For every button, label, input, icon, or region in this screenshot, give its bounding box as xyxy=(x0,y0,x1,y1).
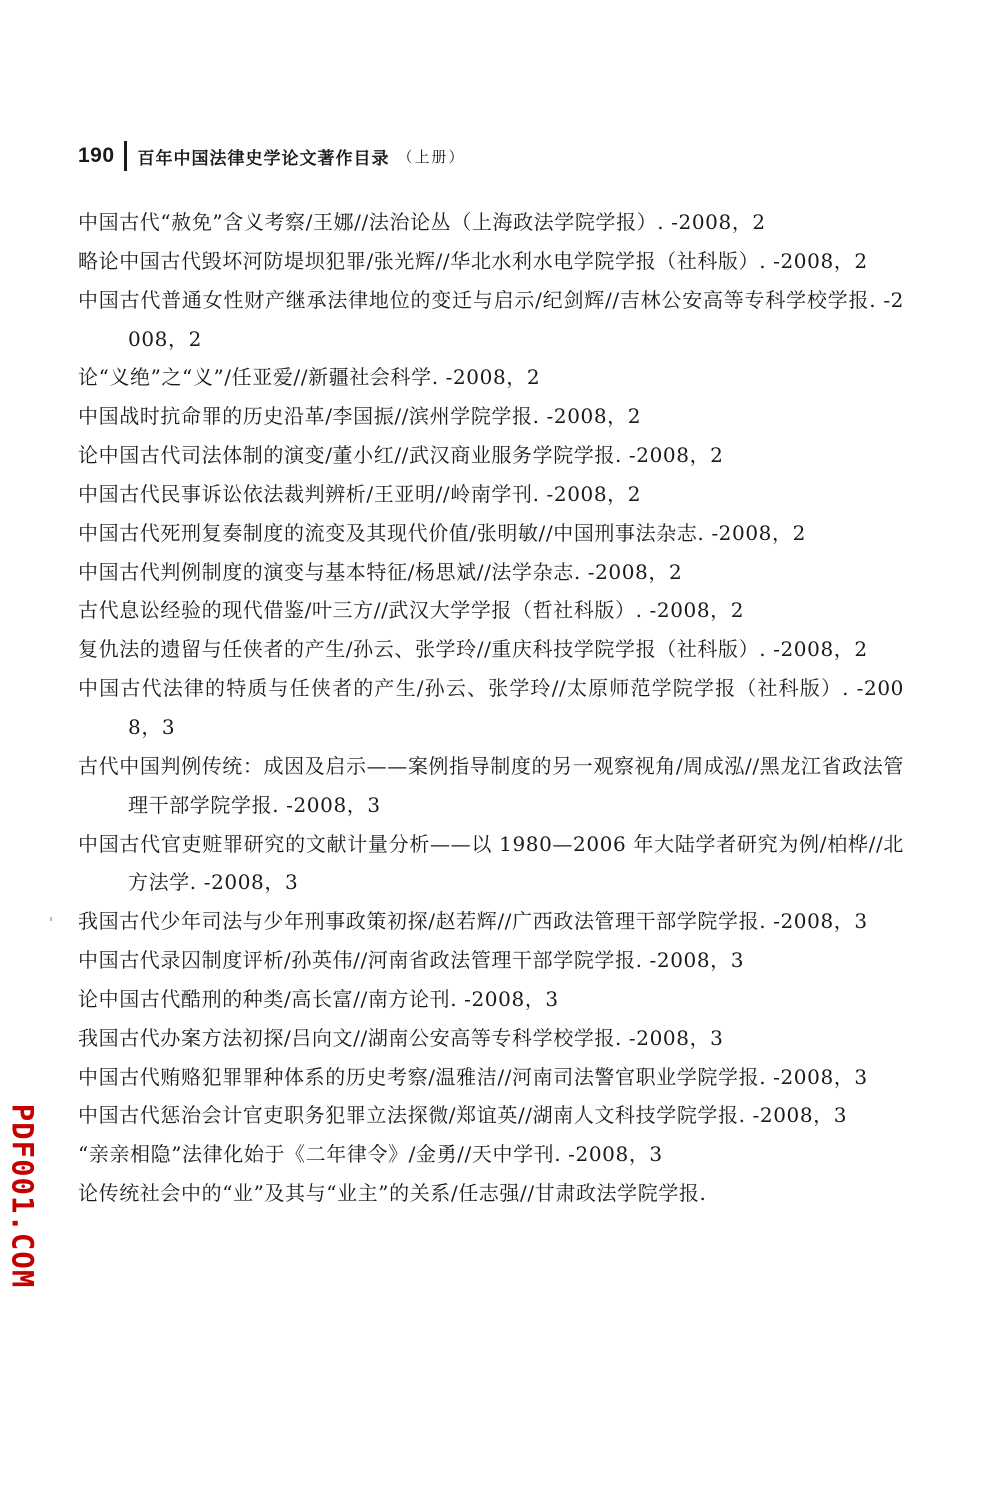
book-volume: （上册） xyxy=(397,147,466,166)
bibliography-entry: 中国古代判例制度的演变与基本特征/杨思斌//法学杂志. -2008，2 xyxy=(78,559,683,584)
bibliography-entry: 略论中国古代毁坏河防堤坝犯罪/张光辉//华北水利水电学院学报（社科版）. -2008，2 xyxy=(78,248,868,273)
running-header xyxy=(78,136,466,176)
bibliography-entry: 论中国古代酷刑的种类/高长富//南方论刊. -2008，3 xyxy=(78,986,559,1011)
bibliography-entry: 中国古代录囚制度评析/孙英伟//河南省政法管理干部学院学报. -2008，3 xyxy=(78,948,745,973)
book-title: 百年中国法律史学论文著作目录 xyxy=(137,148,390,169)
bibliography-entry: 中国古代普通女性财产继承法律地位的变迁与启示/纪剑辉//吉林公安高等专科学校学报. -2008，2 xyxy=(78,287,904,351)
bibliography-entry: 中国古代民事诉讼依法裁判辨析/王亚明//岭南学刊. -2008，2 xyxy=(78,481,642,506)
bibliography-entry: 我国古代少年司法与少年刑事政策初探/赵若辉//广西政法管理干部学院学报. -2008，3 xyxy=(78,909,868,934)
bibliography-entry: 论中国古代司法体制的演变/董小红//武汉商业服务学院学报. -2008，2 xyxy=(78,443,724,468)
header-divider xyxy=(124,141,127,171)
bibliography-entry: 中国战时抗命罪的历史沿革/李国振//滨州学院学报. -2008，2 xyxy=(78,404,642,429)
bibliography-entry: 中国古代“赦免”含义考察/王娜//法治论丛（上海政法学院学报）. -2008，2 xyxy=(78,210,766,234)
bibliography-entry: 中国古代惩治会计官吏职务犯罪立法探微/郑谊英//湖南人文科技学院学报. -2008，3 xyxy=(78,1103,848,1128)
bibliography-entry: 中国古代死刑复奏制度的流变及其现代价值/张明敏//中国刑事法杂志. -2008，2 xyxy=(78,520,806,545)
margin-speck xyxy=(50,917,52,921)
bibliography-entry: “亲亲相隐”法律化始于《二年律令》/金勇//天中学刊. -2008，3 xyxy=(78,1142,663,1167)
bibliography-entry: 论传统社会中的“业”及其与“业主”的关系/任志强//甘肃政法学院学报. xyxy=(78,1181,707,1206)
bibliography-entry: 古代中国判例传统：成因及启示——案例指导制度的另一观察视角/周成泓//黑龙江省政法管理干部学院学报. -2008，3 xyxy=(78,753,904,817)
site-watermark xyxy=(2,1098,42,1294)
bibliography-entry: 中国古代法律的特质与任侠者的产生/孙云、张学玲//太原师范学院学报（社科版）. -2008，3 xyxy=(78,676,904,739)
bibliography-entry: 复仇法的遗留与任侠者的产生/孙云、张学玲//重庆科技学院学报（社科版）. -2008，2 xyxy=(78,637,868,662)
bibliography-entry: 我国古代办案方法初探/吕向文//湖南公安高等专科学校学报. -2008，3 xyxy=(78,1025,724,1050)
bibliography-entry: 中国古代贿赂犯罪罪种体系的历史考察/温雅洁//河南司法警官职业学院学报. -2008，3 xyxy=(78,1064,868,1089)
bibliography-list xyxy=(78,203,904,1213)
watermark-text: PDF001.COM xyxy=(5,1103,40,1289)
bibliography-entry: 中国古代官吏赃罪研究的文献计量分析——以 1980—2006 年大陆学者研究为例/柏桦//北方法学. -2008，3 xyxy=(78,831,904,895)
bibliography-entry: 论“义绝”之“义”/任亚爱//新疆社会科学. -2008，2 xyxy=(78,365,541,390)
bibliography-entry: 古代息讼经验的现代借鉴/叶三方//武汉大学学报（哲社科版）. -2008，2 xyxy=(78,598,745,623)
page-number: 190 xyxy=(78,144,115,167)
